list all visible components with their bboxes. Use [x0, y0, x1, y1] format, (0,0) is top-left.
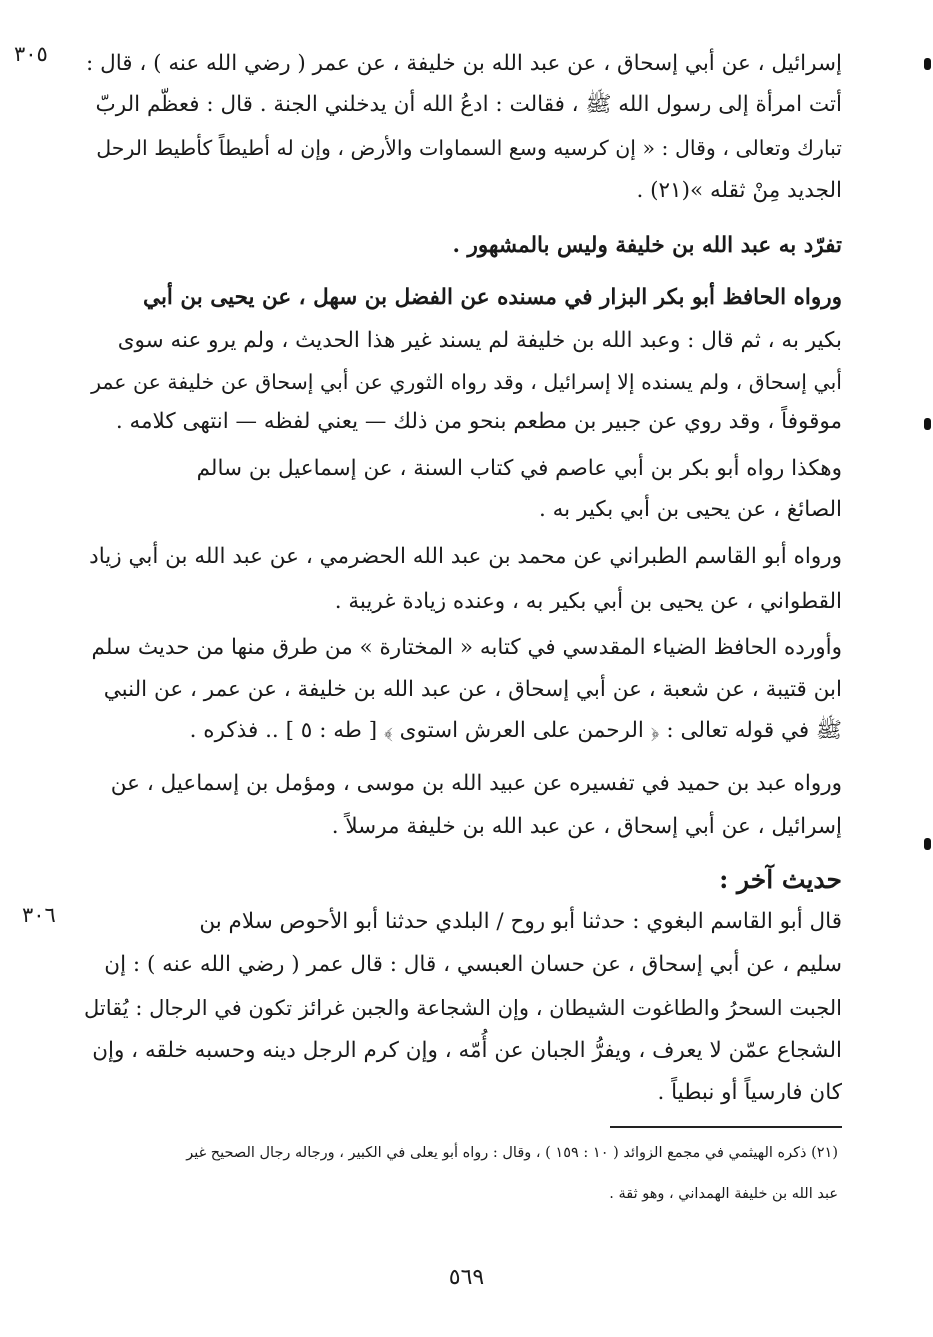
- text-line: تبارك وتعالى ، وقال : « إن كرسيه وسع السماوات والأرض ، وإن له أطيطاً كأطيط الرحل: [96, 136, 842, 160]
- text-line: وأورده الحافظ الضياء المقدسي في كتابه « المختارة » من طرق منها من حديث سلم: [91, 635, 842, 660]
- edge-mark-top: [924, 58, 931, 70]
- edge-mark-middle: [924, 418, 931, 430]
- footnote-divider: [610, 1126, 842, 1128]
- text-line: تفرّد به عبد الله بن خليفة وليس بالمشهور .: [452, 233, 842, 258]
- text-line: الشجاع عمّن لا يعرف ، ويفرُّ الجبان عن أُمّه ، وإن كرم الرجل دينه وحسبه خلقه ، وإن: [92, 1038, 842, 1063]
- text-line: ورواه عبد بن حميد في تفسيره عن عبيد الله بن موسى ، ومؤمل بن إسماعيل ، عن: [110, 771, 842, 796]
- text-line: القطواني ، عن يحيى بن أبي بكير به ، وعنده زيادة غريبة .: [334, 589, 842, 614]
- text-line: الجديد مِنْ ثقله »(٢١) .: [636, 178, 842, 203]
- text-line: ورواه الحافظ أبو بكر البزار في مسنده عن الفضل بن سهل ، عن يحيى بن أبي: [143, 285, 842, 310]
- text-line: إسرائيل ، عن أبي إسحاق ، عن عبد الله بن خليفة مرسلاً .: [331, 814, 842, 839]
- text-line: الصائغ ، عن يحيى بن أبي بكير به .: [538, 497, 842, 522]
- footnote-line-2: عبد الله بن خليفة الهمداني ، وهو ثقة .: [609, 1186, 838, 1202]
- text-line: أبي إسحاق ، ولم يسنده إلا إسرائيل ، وقد رواه الثوري عن أبي إسحاق عن خليفة عن عمر: [91, 370, 842, 394]
- edge-mark-bottom: [924, 838, 931, 850]
- text-line: كان فارسياً أو نبطياً .: [657, 1080, 842, 1105]
- margin-number-306: ٣٠٦: [22, 903, 56, 927]
- text-line: قال أبو القاسم البغوي : حدثنا أبو روح / البلدي حدثنا أبو الأحوص سلام بن: [199, 909, 842, 934]
- text-line: ورواه أبو القاسم الطبراني عن محمد بن عبد الله الحضرمي ، عن عبد الله بن أبي زياد: [89, 544, 842, 569]
- text-line: وهكذا رواه أبو بكر بن أبي عاصم في كتاب السنة ، عن إسماعيل بن سالم: [196, 456, 842, 481]
- text-line: ﷺ في قوله تعالى : ﴿ الرحمن على العرش استوى ﴾ [ طه : ٥ ] .. فذكره .: [189, 718, 842, 743]
- footnote-line-1: (٢١) ذكره الهيثمي في مجمع الزوائد ( ١٠ : ١٥٩ ) ، وقال : رواه أبو يعلى في الكبير ، ورجاله رجال الصحيح غير: [186, 1145, 838, 1161]
- text-line: إسرائيل ، عن أبي إسحاق ، عن عبد الله بن خليفة ، عن عمر ( رضي الله عنه ) ، قال :: [86, 51, 842, 76]
- text-line: بكير به ، ثم قال : وعبد الله بن خليفة لم يسند غير هذا الحديث ، ولم يرو عنه سوى: [117, 328, 842, 353]
- text-line: أتت امرأة إلى رسول الله ﷺ ، فقالت : ادعُ الله أن يدخلني الجنة . قال : فعظّم الربّ: [95, 92, 842, 117]
- text-line: الجبت السحرُ والطاغوت الشيطان ، وإن الشجاعة والجبن غرائز تكون في الرجال : يُقاتل: [84, 996, 842, 1020]
- text-line: موقوفاً ، وقد روي عن جبير بن مطعم بنحو من ذلك — يعني لفظه — انتهى كلامه .: [115, 409, 842, 434]
- text-line: سليم ، عن أبي إسحاق ، عن حسان العبسي ، قال : قال عمر ( رضي الله عنه ) : إن: [104, 952, 842, 977]
- section-heading: حديث آخر :: [719, 865, 842, 894]
- margin-number-305: ٣٠٥: [14, 42, 48, 66]
- text-line: ابن قتيبة ، عن شعبة ، عن أبي إسحاق ، عن عبد الله بن خليفة ، عن عمر ، عن النبي: [103, 677, 842, 702]
- page-number: ٥٦٩: [448, 1265, 485, 1290]
